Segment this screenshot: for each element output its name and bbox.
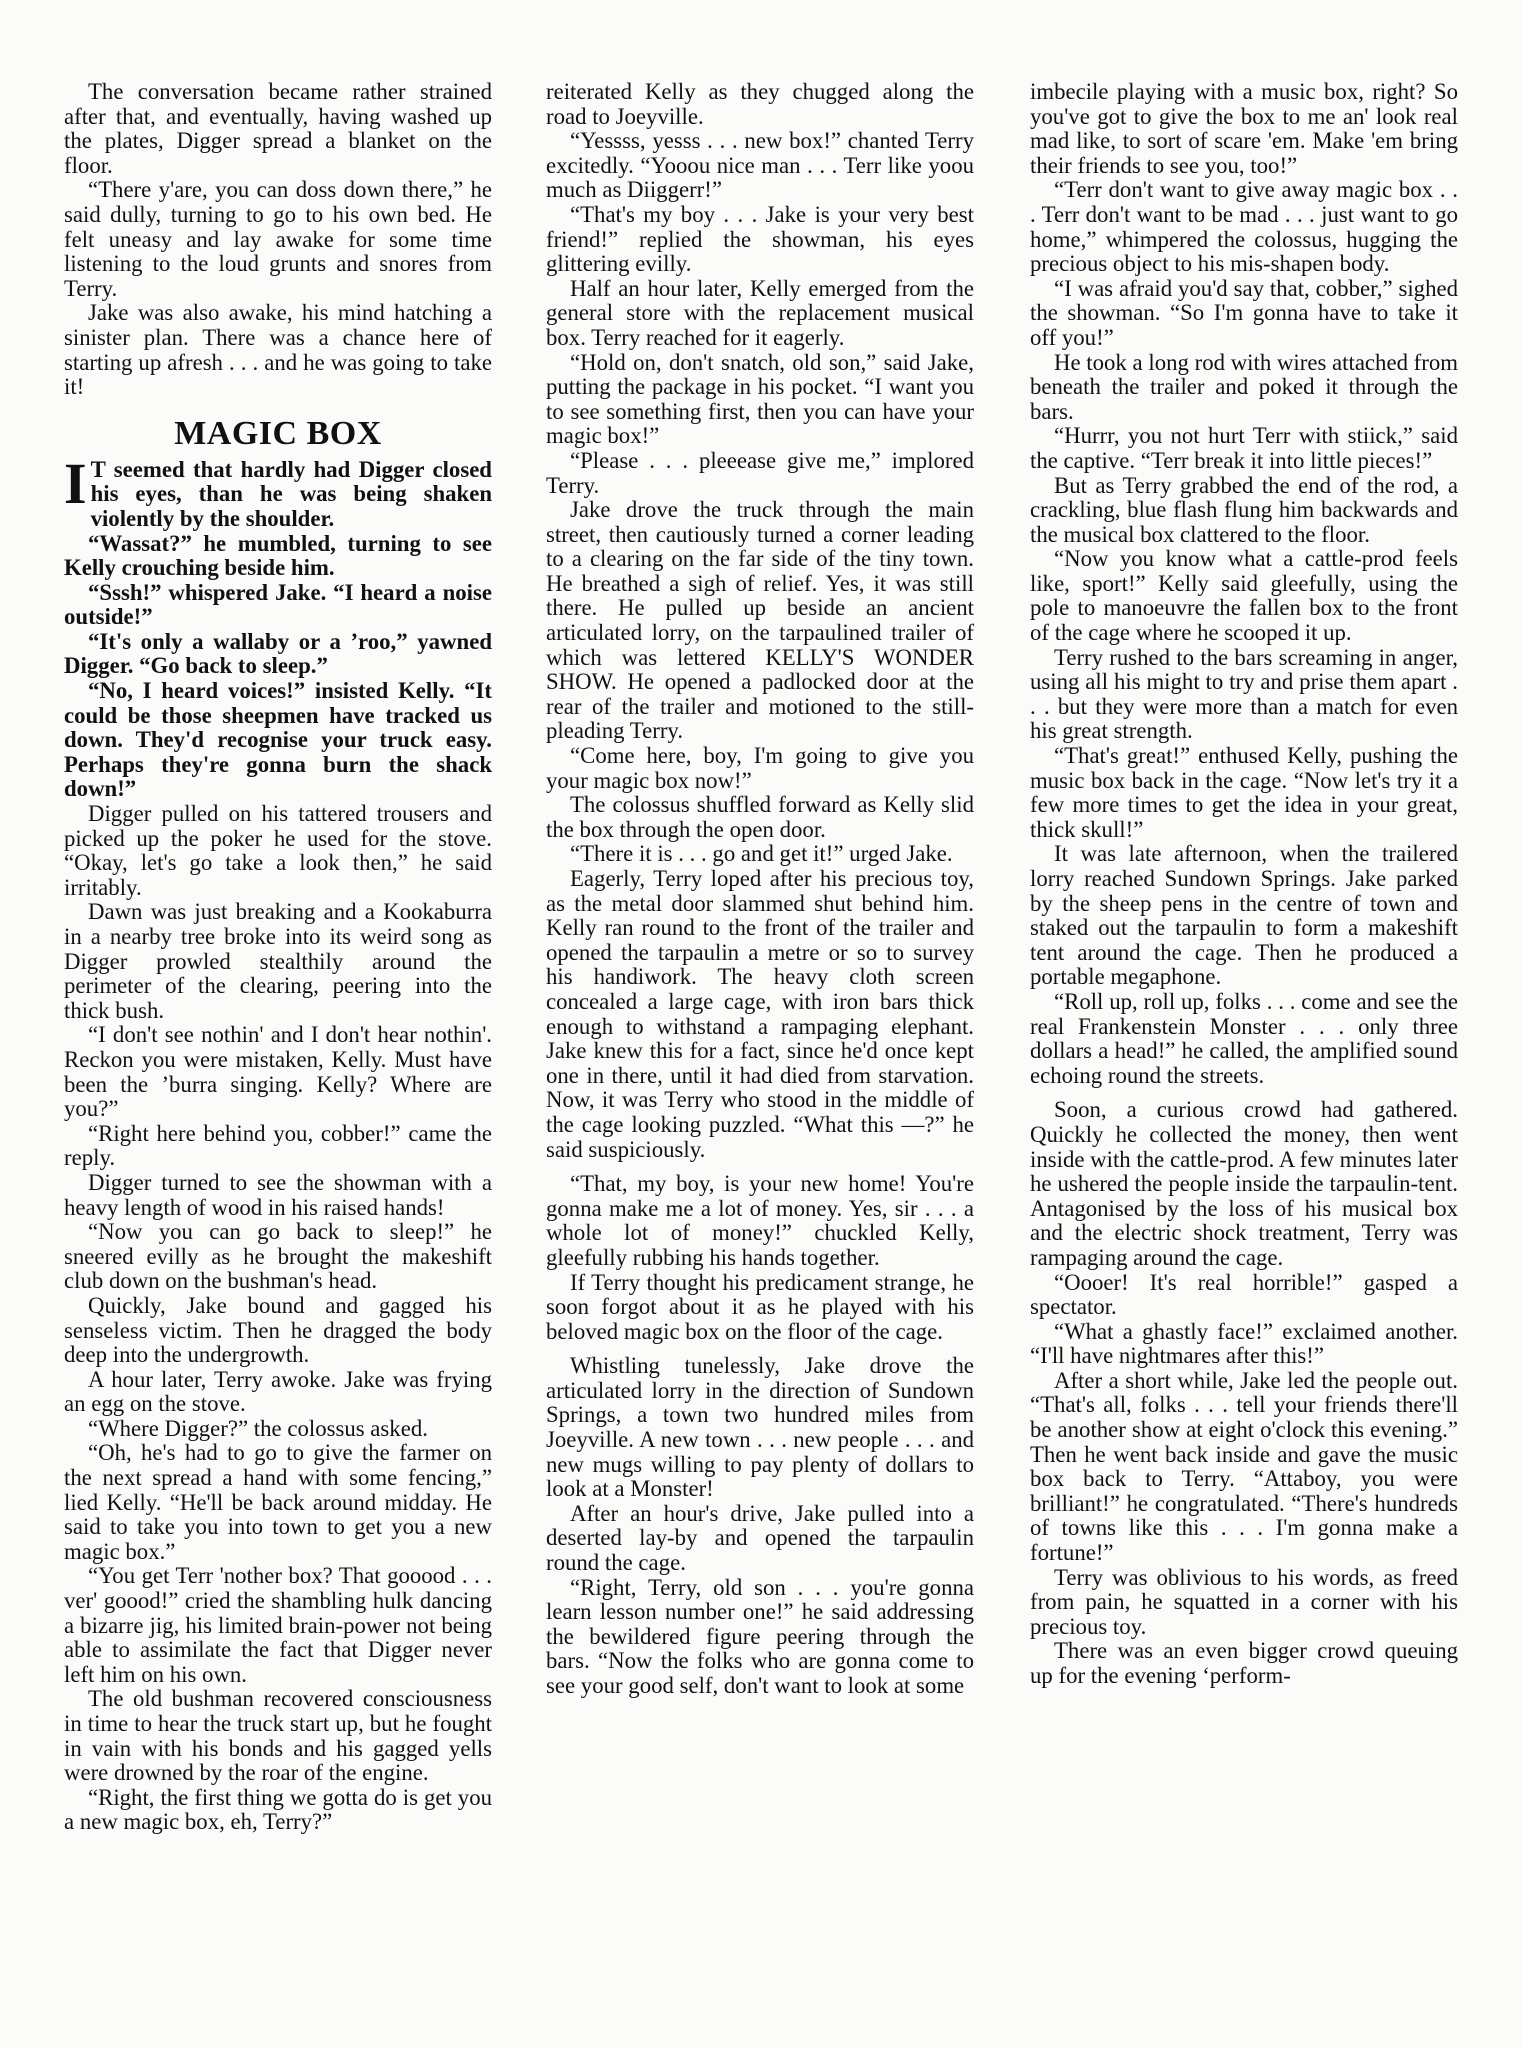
paragraph: Terry was oblivious to his words, as freed from pain, he squatted in a corner with his precious toy.	[1030, 1564, 1458, 1639]
paragraph: “Wassat?” he mumbled, turning to see Kelly crouching beside him.	[64, 530, 492, 581]
paragraph: A hour later, Terry awoke. Jake was frying an egg on the stove.	[64, 1366, 492, 1417]
paragraph: He took a long rod with wires attached from beneath the trailer and poked it through the bars.	[1030, 349, 1458, 424]
paragraph: “I was afraid you'd say that, cobber,” sighed the showman. “So I'm gonna have to take it off you!”	[1030, 275, 1458, 350]
paragraph: “That, my boy, is your new home! You're gonna make me a lot of money. Yes, sir . . . a whole lot of money!” chuckled Kelly, gleefully rubbing his hands together.	[546, 1171, 974, 1270]
paragraph: “You get Terr 'nother box? That gooood . . . ver' goood!” cried the shambling hulk dancing a bizarre jig, his limited brain-power not being able to assimilate the fact that Digger never left him on his own.	[64, 1563, 492, 1687]
paragraph: “Right, Terry, old son . . . you're gonna learn lesson number one!” he said addressing the bewildered figure peering through the bars. “Now the folks who are gonna come to see your good self, don't want to look at some	[546, 1574, 974, 1698]
paragraph: “Please . . . pleeease give me,” implored Terry.	[546, 447, 974, 498]
paragraph: “What a ghastly face!” exclaimed another. “I'll have nightmares after this!”	[1030, 1318, 1458, 1369]
paragraph: “There y'are, you can doss down there,” he said dully, turning to go to his own bed. He felt uneasy and lay awake for some time listening to the loud grunts and snores from Terry.	[64, 177, 492, 301]
paragraph: reiterated Kelly as they chugged along the road to Joeyville.	[546, 80, 974, 129]
paragraph: “Come here, boy, I'm going to give you your magic box now!”	[546, 743, 974, 793]
paragraph: “Right here behind you, cobber!” came the reply.	[64, 1120, 492, 1171]
paragraph: Digger pulled on his tattered trousers and picked up the poker he used for the stove. “Okay, let's go take a look then,” he said irritably.	[64, 801, 492, 900]
paragraph: “Hold on, don't snatch, old son,” said Jake, putting the package in his pocket. “I want you to see something first, then you can have your magic box!”	[546, 349, 974, 449]
section-heading: MAGIC BOX	[174, 414, 382, 452]
paragraph: Jake was also awake, his mind hatching a sinister plan. There was a chance here of starting up afresh . . . and he was going to take it!	[64, 300, 492, 400]
paragraph: The colossus shuffled forward as Kelly slid the box through the open door.	[546, 792, 974, 842]
paragraph: It was late afternoon, when the trailered lorry reached Sundown Springs. Jake parked by the sheep pens in the centre of town and staked out the tarpaulin to form a makeshift tent around the cage. Then he produced a portable megaphone.	[1030, 841, 1458, 990]
paragraph: “Terr don't want to give away magic box . . . Terr don't want to be mad . . . just want to go home,” whimpered the colossus, hugging the precious object to his mis-shapen body.	[1030, 177, 1458, 277]
paragraph: Whistling tunelessly, Jake drove the articulated lorry in the direction of Sundown Springs, a town two hundred miles from Joeyville. A new town . . . new people . . . and new mugs willing to pay plenty of dollars to look at a Monster!	[546, 1353, 974, 1502]
column-3	[1030, 80, 1458, 2035]
paragraph: Soon, a curious crowd had gathered. Quickly he collected the money, then went inside with the cattle-prod. A few minutes later he ushered the people inside the tarpaulin-tent. Antagonised by the loss of his musical box and the electric shock treatment, Terry was rampaging around the cage.	[1030, 1097, 1458, 1270]
paragraph: “Right, the first thing we gotta do is get you a new magic box, eh, Terry?”	[64, 1784, 492, 1835]
paragraph: The old bushman recovered consciousness in time to hear the truck start up, but he fought in vain with his bonds and his gagged yells were drowned by the roar of the engine.	[64, 1686, 492, 1786]
paragraph: “Now you know what a cattle-prod feels like, sport!” Kelly said gleefully, using the pole to manoeuvre the fallen box to the front of the cage where he scooped it up.	[1030, 546, 1458, 646]
paragraph: imbecile playing with a music box, right? So you've got to give the box to me an' look real mad like, to sort of scare 'em. Make 'em bring their friends to see you, too!”	[1030, 80, 1458, 178]
paragraph: “Roll up, roll up, folks . . . come and see the real Frankenstein Monster . . . only three dollars a head!” he called, the amplified sound echoing round the streets.	[1030, 988, 1458, 1088]
paragraph: Terry rushed to the bars screaming in anger, using all his might to try and prise them apart . . . but they were more than a match for even his great strength.	[1030, 644, 1458, 744]
paragraph: “Where Digger?” the colossus asked.	[88, 1415, 428, 1441]
paragraph: Digger turned to see the showman with a heavy length of wood in his raised hands!	[64, 1169, 492, 1220]
paragraph: There was an even bigger crowd queuing up for the evening ‘perform-	[1030, 1638, 1458, 1688]
paragraph: “I don't see nothin' and I don't hear nothin'. Reckon you were mistaken, Kelly. Must have been the ’burra singing. Kelly? Where are you?”	[64, 1022, 492, 1122]
paragraph: After a short while, Jake led the people out. “That's all, folks . . . tell your friends there'll be another show at eight o'clock this evening.” Then he went back inside and gave the music box back to Terry. “Attaboy, you were brilliant!” he congratulated. “There's hundreds of towns like this . . . I'm gonna make a fortune!”	[1030, 1367, 1458, 1566]
paragraph: “Sssh!” whispered Jake. “I heard a noise outside!”	[64, 579, 492, 630]
column-2	[546, 80, 974, 2035]
paragraph: Jake drove the truck through the main street, then cautiously turned a corner leading to a clearing on the far side of the tiny town. He breathed a sigh of relief. Yes, it was still there. He pulled up beside an ancient articulated lorry, on the tarpaulined trailer of which was lettered KELLY'S WONDER SHOW. He opened a padlocked door at the rear of the trailer and motioned to the still-pleading Terry.	[546, 497, 974, 744]
paragraph: Dawn was just breaking and a Kookaburra in a nearby tree broke into its weird song as Digger prowled stealthily around the perimeter of the clearing, peering into the thick bush.	[64, 899, 492, 1023]
paragraph: But as Terry grabbed the end of the rod, a crackling, blue flash flung him backwards and the musical box clattered to the floor.	[1030, 472, 1458, 547]
paragraph: If Terry thought his predicament strange, he soon forgot about it as he played with his beloved magic box on the floor of the cage.	[546, 1269, 974, 1344]
paragraph: “Yessss, yesss . . . new box!” chanted Terry excitedly. “Yooou nice man . . . Terr like yoou much as Diiggerr!”	[546, 128, 974, 203]
paragraph: “Hurrr, you not hurt Terr with stiick,” said the captive. “Terr break it into little pieces!”	[1030, 423, 1458, 473]
paragraph: The conversation became rather strained after that, and eventually, having washed up the plates, Digger spread a blanket on the floor.	[64, 80, 492, 178]
paragraph: “Now you can go back to sleep!” he sneered evilly as he brought the makeshift club down on the bushman's head.	[64, 1219, 492, 1294]
drop-cap: I	[64, 450, 87, 516]
paragraph: “Oh, he's had to go to give the farmer on the next spread a hand with some fencing,” lied Kelly. “He'll be back around midday. He said to take you into town to get you a new magic box.”	[64, 1440, 492, 1564]
paragraph: “Oooer! It's real horrible!” gasped a spectator.	[1030, 1269, 1458, 1320]
paragraph: “That's my boy . . . Jake is your very best friend!” replied the showman, his eyes glittering evilly.	[546, 201, 974, 277]
paragraph: Eagerly, Terry loped after his precious toy, as the metal door slammed shut behind him. Kelly ran round to the front of the trailer and opened the tarpaulin a metre or so to survey his handiwork. The heavy cloth screen concealed a large cage, with iron bars thick enough to withstand a rampaging elephant. Jake knew this for a fact, since he'd once kept one in there, until it had died from starvation. Now, it was Terry who stood in the middle of the cage looking puzzled. “What this —?” he said suspiciously.	[546, 866, 974, 1162]
column-1	[64, 80, 492, 2035]
paragraph: Half an hour later, Kelly emerged from the general store with the replacement musical box. Terry reached for it eagerly.	[546, 275, 974, 350]
paragraph: “No, I heard voices!” insisted Kelly. “It could be those sheepmen have tracked us down. They'd recognise your truck easy. Perhaps they're gonna burn the shack down!”	[64, 678, 492, 802]
paragraph: Quickly, Jake bound and gagged his senseless victim. Then he dragged the body deep into the undergrowth.	[64, 1292, 492, 1368]
paragraph: “It's only a wallaby or a ’roo,” yawned Digger. “Go back to sleep.”	[64, 628, 492, 679]
paragraph: After an hour's drive, Jake pulled into a deserted lay-by and opened the tarpaulin round the cage.	[546, 1500, 974, 1576]
paragraph: “That's great!” enthused Kelly, pushing the music box back in the cage. “Now let's try it a few more times to get the idea in your great, thick skull!”	[1030, 743, 1458, 842]
paragraph: “There it is . . . go and get it!” urged Jake.	[570, 841, 953, 867]
intro-text: T seemed that hardly had Digger closed his eyes, than he was being shaken violently by the shoulder.	[90, 456, 492, 531]
intro-paragraph	[64, 450, 492, 532]
